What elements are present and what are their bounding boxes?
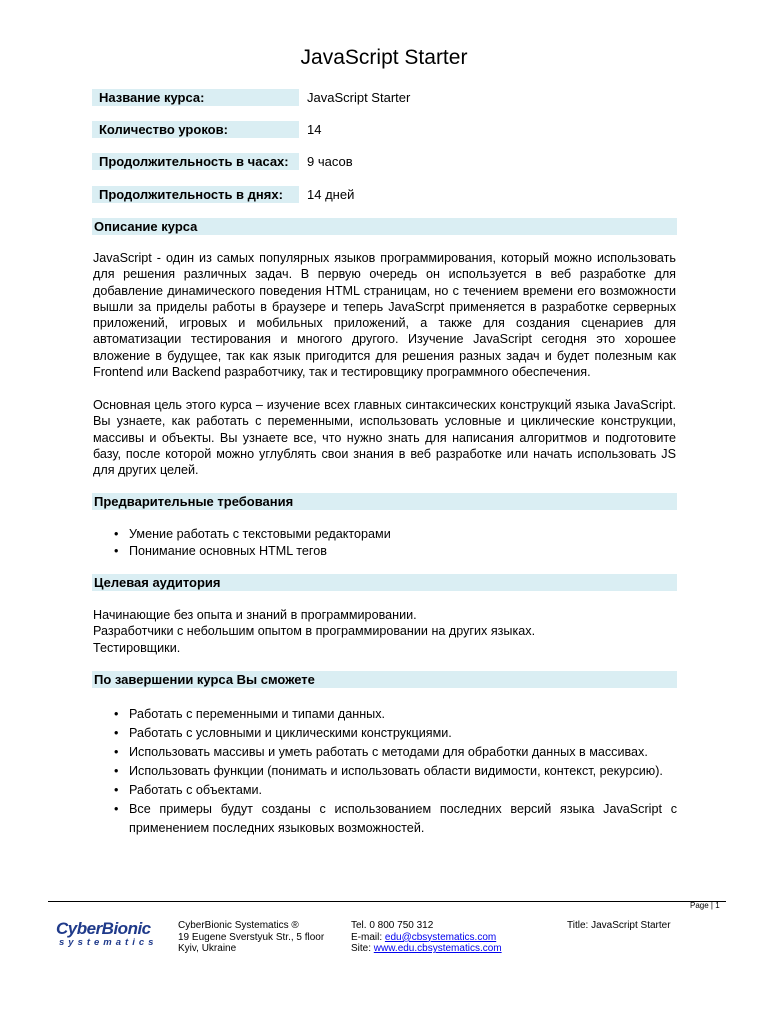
- info-label: Продолжительность в днях:: [92, 186, 299, 203]
- footer-company: [178, 920, 324, 955]
- info-value: 9 часов: [307, 153, 679, 170]
- section-heading-description: Описание курса: [92, 218, 677, 235]
- site-label: Site:: [351, 943, 374, 955]
- description-paragraph-1: JavaScript - один из самых популярных языков программирования, который можно использовать для решения различных задач. В первую очередь он используется в веб разработке для добавление динамического поведения HTML страницам, но с течением времени его возможности вышли за приделы работы в браузере и теперь JavaScrpt применяется в разработке серверных приложений, игровых и мобильных приложений, а также для создания сценариев для автоматизации тестирования и многого другого. Изучение JavaScript сегодня это хорошее вложение в будущее, так как язык пригодится для решения разных задач и будет полезным как Frontend или Backend разработчику, так и тестировщику программного обеспечения.: [93, 251, 676, 380]
- info-value: JavaScript Starter: [307, 89, 679, 106]
- description-paragraph-2: Основная цель этого курса – изучение всех главных синтаксических конструкций языка JavaScript. Вы узнаете, как работать с переменными, использовать условные и циклические конструкции, массивы и объекты. Вы узнаете все, что нужно знать для написания алгоритмов и подготовите базу, после которой можно углублять свои знания в веб разработке или начать использовать JS для других целей.: [93, 398, 676, 478]
- list-item: • Умение работать с текстовыми редакторами: [112, 526, 677, 543]
- list-item: • Понимание основных HTML тегов: [112, 543, 677, 560]
- email-label: E-mail:: [351, 931, 385, 943]
- info-label: Название курса:: [92, 89, 299, 106]
- audience-line: Разработчики с небольшим опытом в программировании на других языках.: [93, 624, 536, 639]
- info-value: 14: [307, 121, 679, 138]
- info-label: Продолжительность в часах:: [92, 153, 299, 170]
- audience-text: [93, 607, 676, 656]
- company-name: CyberBionic Systematics ®: [178, 920, 299, 931]
- document-title: JavaScript Starter: [300, 46, 468, 69]
- footer-doc-title: Title: JavaScript Starter: [567, 920, 671, 931]
- list-item: • Работать с объектами.: [112, 781, 677, 800]
- list-item: • Все примеры будут созданы с использованием последних версий языка JavaScript с применением последних языковых возможностей.: [112, 800, 677, 838]
- email-link[interactable]: edu@cbsystematics.com: [384, 931, 497, 943]
- list-item: • Использовать функции (понимать и использовать области видимости, контекст, рекурсию).: [112, 762, 677, 781]
- list-item: • Работать с переменными и типами данных.: [112, 705, 677, 724]
- logo-wordmark: CyberBionic: [56, 919, 151, 938]
- list-item: • Работать с условными и циклическими конструкциями.: [112, 724, 677, 743]
- audience-line: Начинающие без опыта и знаний в программировании.: [93, 608, 417, 622]
- list-item: • Использовать массивы и уметь работать с методами для обработки данных в массивах.: [112, 743, 677, 762]
- site-link[interactable]: www.edu.cbsystematics.com: [373, 943, 502, 955]
- company-address: 19 Eugene Sverstyuk Str., 5 floor: [178, 931, 325, 943]
- info-value: 14 дней: [307, 186, 679, 203]
- phone-number: Tel. 0 800 750 312: [351, 920, 434, 931]
- cyberbionic-logo: [56, 919, 166, 949]
- site-line: [351, 943, 502, 955]
- company-city: Kyiv, Ukraine: [178, 943, 237, 955]
- footer-divider: [48, 901, 726, 902]
- section-heading-requirements: Предварительные требования: [92, 493, 677, 510]
- section-heading-audience: Целевая аудитория: [92, 574, 677, 591]
- email-line: [351, 932, 502, 944]
- footer-contacts: [351, 920, 502, 955]
- page-number: Page | 1: [690, 901, 720, 910]
- section-heading-outcomes: По завершении курса Вы сможете: [92, 671, 677, 688]
- audience-line: Тестировщики.: [93, 640, 181, 655]
- outcomes-list: [112, 705, 677, 838]
- logo-subtitle: systematics: [59, 937, 158, 948]
- info-label: Количество уроков:: [92, 121, 299, 138]
- requirements-list: [112, 526, 677, 559]
